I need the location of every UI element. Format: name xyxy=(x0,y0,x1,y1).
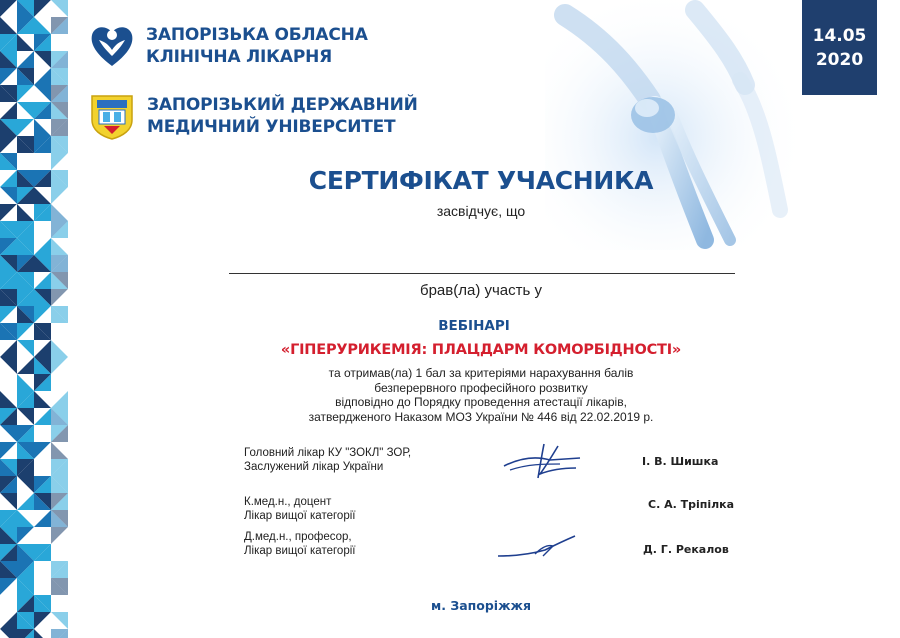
signer-3-role xyxy=(244,531,355,558)
signature-3-icon xyxy=(495,534,580,562)
date-day-month: 14.05 xyxy=(812,26,867,46)
certificate-title: СЕРТИФІКАТ УЧАСНИКА xyxy=(308,166,654,195)
signer-2-role-line2: Лікар вищої категорії xyxy=(244,509,356,522)
date-year: 2020 xyxy=(815,50,864,70)
hospital-logo-block xyxy=(88,22,368,70)
award-line-1: та отримав(ла) 1 бал за критеріями нарахування балів xyxy=(328,366,634,380)
heart-person-logo-icon xyxy=(88,22,136,70)
signer-1-role-line2: Заслужений лікар України xyxy=(244,460,384,473)
signer-1-role-line1: Головний лікар КУ "ЗОКЛ" ЗОР, xyxy=(244,447,412,459)
signer-3-role-line1: Д.мед.н., професор, xyxy=(244,531,352,543)
award-text xyxy=(0,366,900,424)
hospital-name-line1: ЗАПОРІЗЬКА ОБЛАСНА xyxy=(146,25,368,45)
university-name-line2: МЕДИЧНИЙ УНІВЕРСИТЕТ xyxy=(147,117,396,137)
hospital-name-line2: КЛІНІЧНА ЛІКАРНЯ xyxy=(146,47,333,67)
signature-1-icon xyxy=(500,440,585,482)
city-text: м. Запоріжжя xyxy=(431,598,531,613)
award-line-2: безперервного професійного розвитку xyxy=(374,380,588,395)
participated-text: брав(ла) участь у xyxy=(419,282,542,299)
signer-1-role xyxy=(244,447,411,474)
signer-1-name: І. В. Шишка xyxy=(642,455,719,468)
university-crest-icon xyxy=(89,92,135,140)
signer-2-role-line1: К.мед.н., доцент xyxy=(244,496,332,508)
award-line-3: відповідно до Порядку проведення атестації лікарів, xyxy=(335,395,627,409)
signer-3-role-line2: Лікар вищої категорії xyxy=(244,544,356,557)
participant-name-line xyxy=(229,273,735,274)
event-title: «ГІПЕРУРИКЕМІЯ: ПЛАЦДАРМ КОМОРБІДНОСТІ» xyxy=(280,342,682,358)
signer-2-role xyxy=(244,496,355,523)
university-logo-block xyxy=(89,92,418,140)
certifies-text: засвідчує, що xyxy=(436,203,526,219)
university-name-line1: ЗАПОРІЗЬКИЙ ДЕРЖАВНИЙ xyxy=(147,95,418,115)
signer-2-name: С. А. Тріпілка xyxy=(648,498,735,511)
event-type: ВЕБІНАРІ xyxy=(438,318,510,334)
award-line-4: затвердженого Наказом МОЗ України № 446 від 22.02.2019 р. xyxy=(308,409,654,424)
date-badge xyxy=(802,0,877,95)
signer-3-name: Д. Г. Рекалов xyxy=(643,543,729,556)
